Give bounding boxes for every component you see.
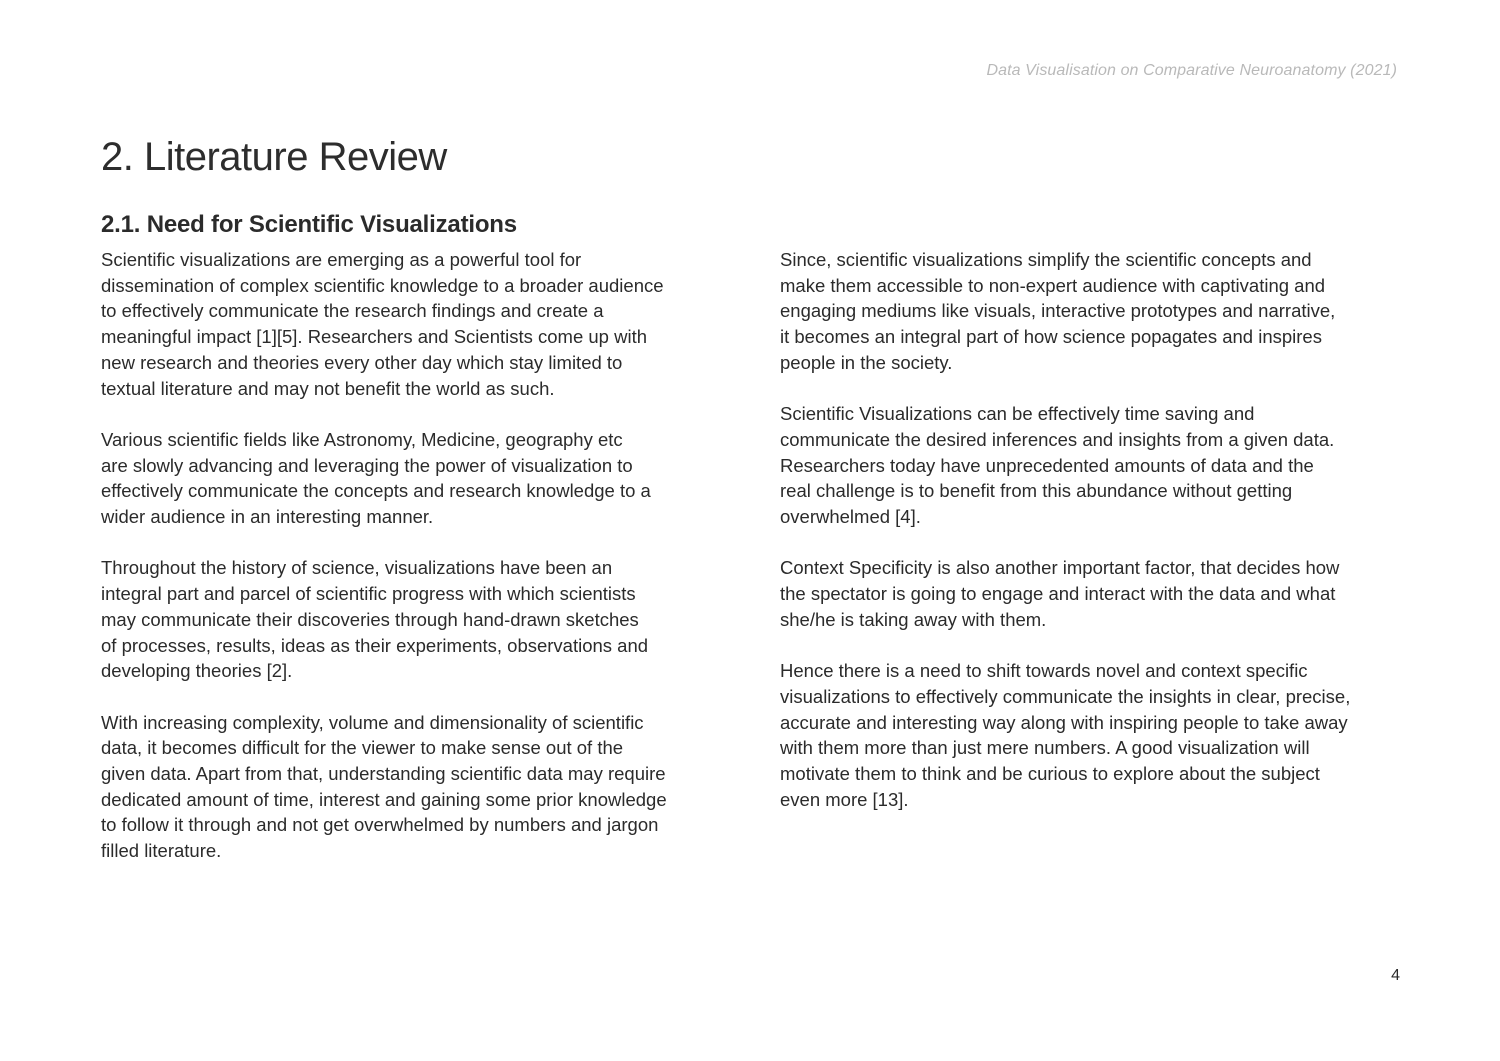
- paragraph: Hence there is a need to shift towards novel and context specific visualizations to effectively communicate the insights in clear, precise, accurate and interesting way along with inspiring people to take away with them more than just mere numbers. A good visualization will motivate them to think and be curious to explore about the subject even more [13].: [780, 660, 1351, 810]
- paragraph: Throughout the history of science, visualizations have been an integral part and parcel of scientific progress with which scientists may communicate their discoveries through hand-drawn sketches of processes, results, ideas as their experiments, observations and developing theories [2].: [101, 557, 649, 682]
- left-column: [101, 247, 731, 864]
- paragraph: Various scientific fields like Astronomy, Medicine, geography etc are slowly advancing and leveraging the power of visualization to effectively communicate the concepts and research knowledge to a wider audience in an interesting manner.: [101, 428, 651, 528]
- paragraph: Scientific Visualizations can be effectively time saving and communicate the desired inferences and insights from a given data. Researchers today have unprecedented amounts of data and the real challenge is to benefit from this abundance without getting overwhelmed [4].: [780, 403, 1335, 528]
- page-number: 4: [1391, 967, 1400, 984]
- section-title: 2.1. Need for Scientific Visualizations: [101, 211, 517, 238]
- chapter-title: 2. Literature Review: [101, 135, 447, 179]
- paragraph: Scientific visualizations are emerging as a powerful tool for dissemination of complex scientific knowledge to a broader audience to effectively communicate the research findings and create a meaningful impact [1][5]. Researchers and Scientists come up with new research and theories every other day which stay limited to textual literature and may not benefit the world as such.: [101, 249, 664, 399]
- paragraph: Context Specificity is also another important factor, that decides how the spectator is going to engage and interact with the data and what she/he is taking away with them.: [780, 557, 1340, 630]
- right-column: [780, 247, 1406, 812]
- running-header: Data Visualisation on Comparative Neuroanatomy (2021): [986, 62, 1397, 79]
- paragraph: Since, scientific visualizations simplify the scientific concepts and make them accessible to non-expert audience with captivating and engaging mediums like visuals, interactive prototypes and narrative, it becomes an integral part of how science popagates and inspires people in the society.: [780, 249, 1336, 373]
- paragraph: With increasing complexity, volume and dimensionality of scientific data, it becomes difficult for the viewer to make sense out of the given data. Apart from that, understanding scientific data may require dedicated amount of time, interest and gaining some prior knowledge to follow it through and not get overwhelmed by numbers and jargon filled literature.: [101, 711, 667, 862]
